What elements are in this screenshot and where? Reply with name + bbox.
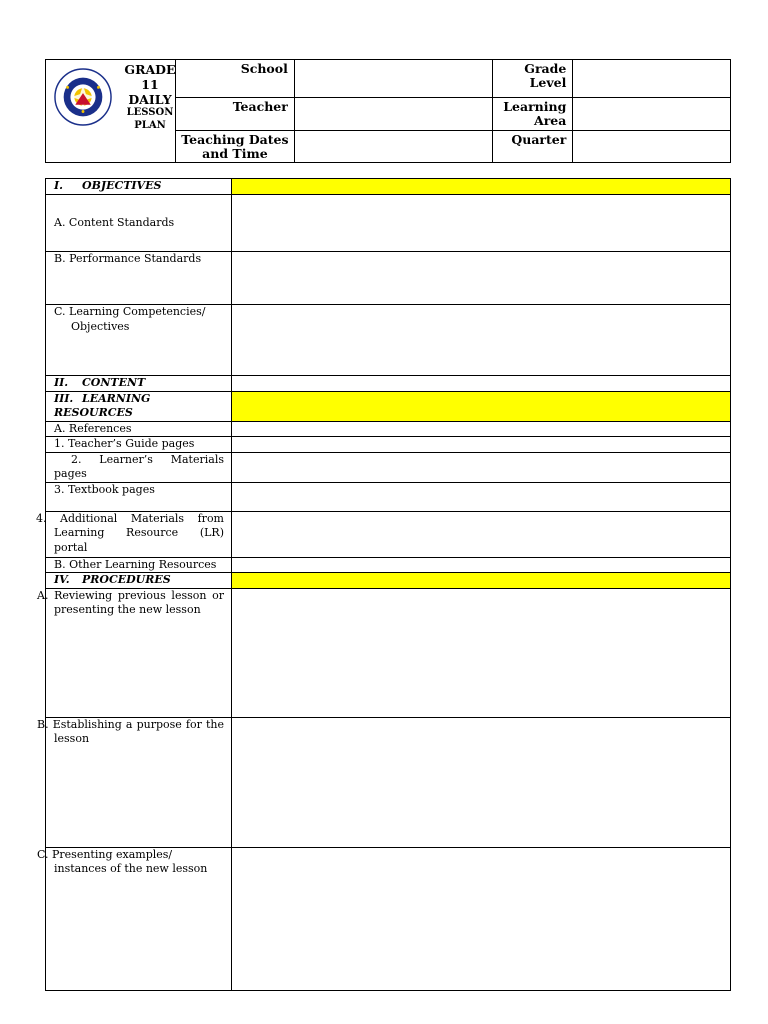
- references-label: A. References: [46, 421, 232, 437]
- learning-area-label: Learning Area: [493, 98, 573, 131]
- quarter-label: Quarter: [493, 131, 573, 163]
- other-resources-field[interactable]: [232, 557, 731, 573]
- lesson-plan-title: LESSON PLAN: [126, 107, 174, 131]
- grade-level-field[interactable]: [573, 60, 731, 98]
- learning-competencies-field[interactable]: [232, 305, 731, 376]
- procedure-c-label: C. Presenting examples/ instances of the new lesson: [46, 847, 232, 990]
- section-procedures: IV. PROCEDURES: [46, 573, 232, 589]
- references-field[interactable]: [232, 421, 731, 437]
- procedures-highlight: [232, 573, 731, 589]
- performance-standards-label: B. Performance Standards: [46, 252, 232, 305]
- learners-materials-label: 2. Learner’s Materials pages: [46, 452, 232, 482]
- teachers-guide-field[interactable]: [232, 437, 731, 453]
- teacher-label: Teacher: [175, 98, 294, 131]
- logo-cell: [46, 60, 176, 163]
- additional-materials-field[interactable]: [232, 511, 731, 557]
- section-objectives: I. OBJECTIVES: [46, 179, 232, 195]
- teaching-dates-field[interactable]: [294, 131, 493, 163]
- section-content: II. CONTENT: [46, 376, 232, 392]
- learners-materials-field[interactable]: [232, 452, 731, 482]
- section-learning-resources: III. LEARNING RESOURCES: [46, 391, 232, 421]
- additional-materials-label: 4. Additional Materials from Learning Resource (LR) portal: [46, 511, 232, 557]
- learning-area-field[interactable]: [573, 98, 731, 131]
- lesson-plan-table: [36, 178, 731, 991]
- procedure-b-label: B. Establishing a purpose for the lesson: [46, 717, 232, 847]
- header-table: [45, 59, 731, 163]
- procedure-a-label: A. Reviewing previous lesson or presenting the new lesson: [46, 588, 232, 717]
- procedure-b-field[interactable]: [232, 717, 731, 847]
- teachers-guide-label: 1. Teacher’s Guide pages: [46, 437, 232, 453]
- other-resources-label: B. Other Learning Resources: [46, 557, 232, 573]
- performance-standards-field[interactable]: [232, 252, 731, 305]
- teaching-dates-label: Teaching Dates and Time: [175, 131, 294, 163]
- deped-seal-icon: [54, 68, 112, 126]
- procedure-c-field[interactable]: [232, 847, 731, 990]
- textbook-field[interactable]: [232, 482, 731, 511]
- grade-title: GRADE 11 DAILY: [124, 62, 176, 107]
- resources-highlight: [232, 391, 731, 421]
- content-standards-field[interactable]: [232, 195, 731, 252]
- school-label: School: [175, 60, 294, 98]
- teacher-field[interactable]: [294, 98, 493, 131]
- grade-level-label: Grade Level: [493, 60, 573, 98]
- quarter-field[interactable]: [573, 131, 731, 163]
- learning-competencies-label: C. Learning Competencies/ Objectives: [46, 305, 232, 376]
- school-field[interactable]: [294, 60, 493, 98]
- textbook-label: 3. Textbook pages: [46, 482, 232, 511]
- objectives-highlight: [232, 179, 731, 195]
- procedure-a-field[interactable]: [232, 588, 731, 717]
- content-field[interactable]: [232, 376, 731, 392]
- content-standards-label: A. Content Standards: [46, 195, 232, 252]
